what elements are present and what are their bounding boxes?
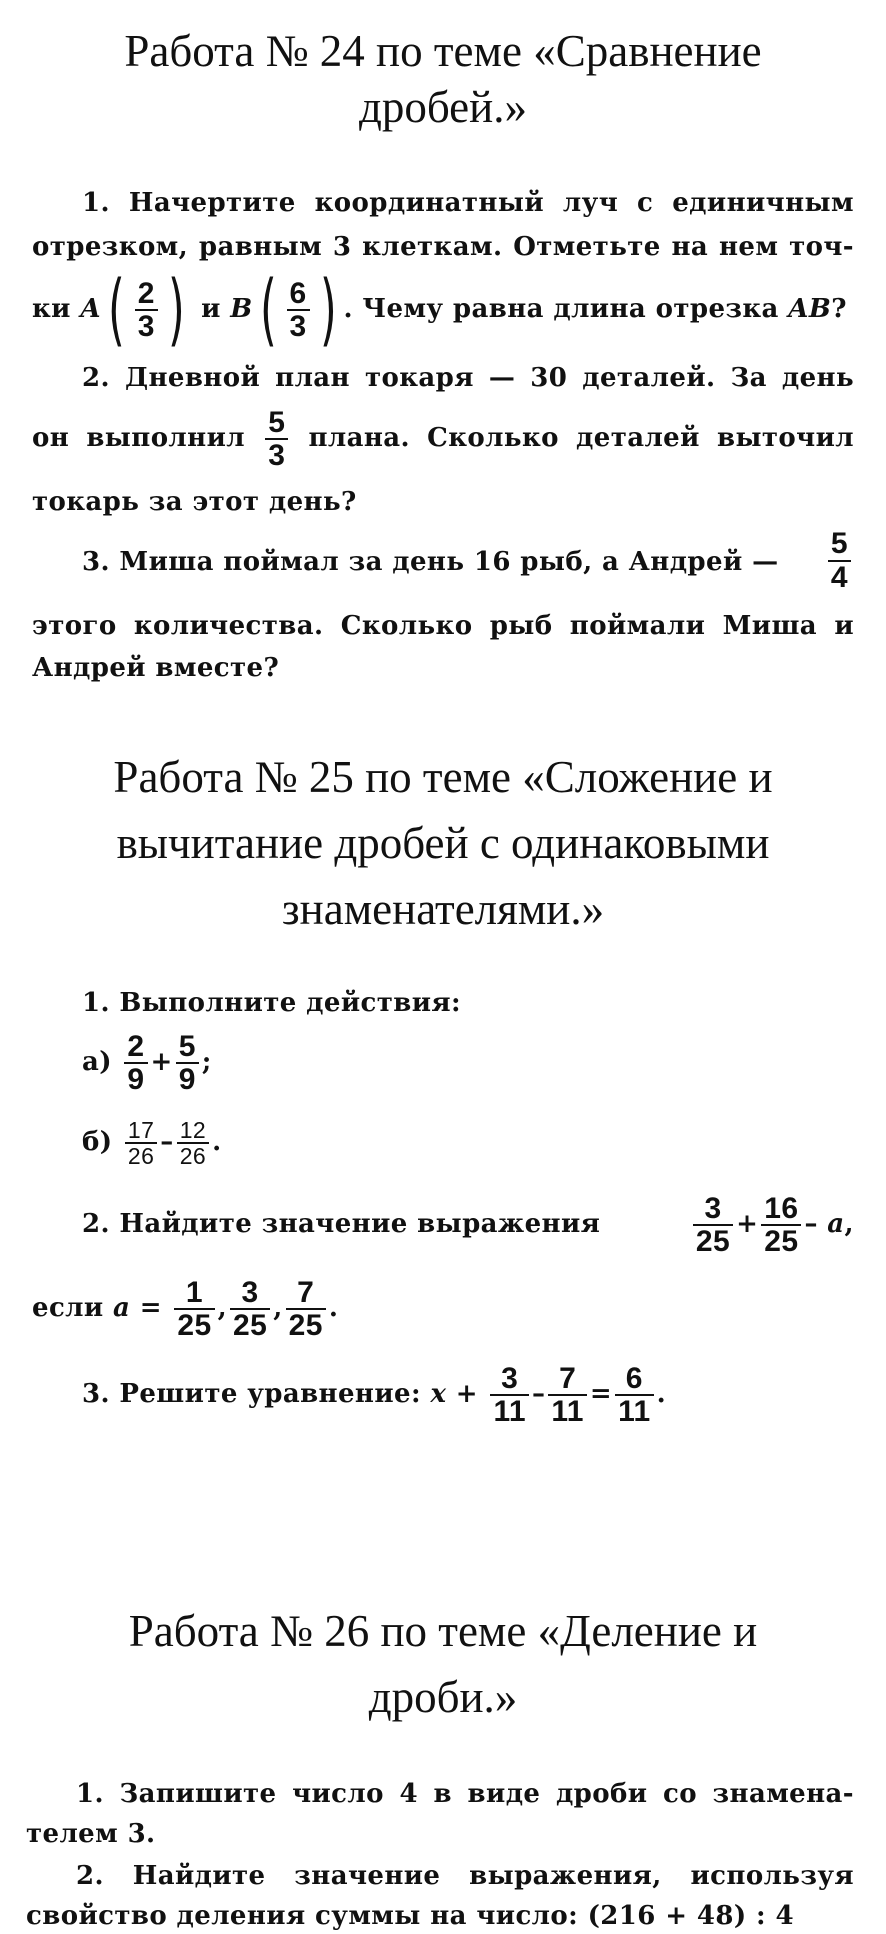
work-26-title-line-1: Работа № 26 по теме «Деление и	[128, 1606, 758, 1656]
text-fragment: он выполнил	[32, 423, 246, 453]
numerator: 5	[176, 1031, 199, 1065]
segment-ab-label: AB	[788, 294, 832, 324]
numerator: 2	[135, 278, 158, 312]
task-2-expression	[690, 1186, 854, 1262]
denominator: 25	[233, 1309, 268, 1342]
numerator: 2	[124, 1031, 147, 1065]
numerator: 3	[693, 1193, 733, 1227]
denominator: 11	[493, 1395, 526, 1428]
fraction-five-thirds	[265, 407, 288, 472]
work-25-title-line-1: Работа № 25 по теме «Сложение и	[113, 752, 773, 802]
numerator: 16	[761, 1193, 801, 1227]
work-24-title-line-2: дробей.»	[358, 82, 527, 132]
operator: +	[455, 1379, 478, 1409]
punctuation: ;	[201, 1047, 212, 1077]
denominator: 3	[137, 310, 155, 343]
numerator: 7	[548, 1363, 587, 1397]
punctuation: .	[328, 1293, 339, 1323]
work-24-task-3-line-3: Андрей вместе?	[32, 653, 280, 683]
variable-x: x	[430, 1379, 447, 1409]
item-label: а)	[82, 1047, 112, 1077]
variable-a: a	[827, 1209, 845, 1239]
numerator: 1	[174, 1277, 214, 1311]
text-fragment: 3. Миша поймал за день 16 рыб, а Андрей —	[82, 547, 779, 577]
numerator: 3	[230, 1277, 270, 1311]
denominator: 3	[268, 439, 286, 472]
operator: +	[150, 1047, 173, 1077]
fraction-two-thirds	[135, 278, 158, 343]
point-a-label: A	[80, 294, 101, 324]
denominator: 11	[618, 1395, 651, 1428]
fraction	[693, 1193, 733, 1258]
left-paren: (	[259, 265, 277, 355]
work-24-task-2-line-3: токарь за этот день?	[32, 487, 357, 517]
work-25-task-1b	[32, 1106, 886, 1178]
operator: –	[160, 1127, 174, 1157]
numerator: 6	[615, 1363, 654, 1397]
fraction	[176, 1031, 199, 1096]
fraction	[177, 1118, 209, 1168]
work-25-task-2-line-1	[32, 1186, 854, 1262]
punctuation: ,	[217, 1293, 228, 1323]
numerator: 17	[125, 1118, 157, 1144]
text-fragment: ки	[32, 294, 71, 324]
numerator: 5	[828, 528, 851, 562]
denominator: 25	[288, 1309, 323, 1342]
text-fragment: 3. Решите уравнение:	[82, 1379, 421, 1409]
operator: =	[139, 1293, 162, 1323]
punctuation: .	[656, 1379, 667, 1409]
work-25-task-2-line-2	[32, 1270, 854, 1346]
work-25-task-3	[32, 1356, 886, 1432]
numerator: 6	[287, 278, 310, 312]
fraction	[286, 1277, 326, 1342]
denominator: 25	[177, 1309, 212, 1342]
right-paren: )	[167, 265, 185, 355]
punctuation: ,	[273, 1293, 283, 1323]
work-26-task-1-line-2: телем 3.	[26, 1819, 156, 1849]
work-26-task-2-line-1: 2. Найдите значение выражения, используя	[76, 1861, 854, 1891]
left-paren: (	[107, 265, 125, 355]
denominator: 3	[289, 310, 307, 343]
fraction	[490, 1363, 529, 1428]
fraction	[124, 1031, 147, 1096]
numerator: 12	[177, 1118, 209, 1144]
denominator: 11	[551, 1395, 584, 1428]
right-paren: )	[319, 265, 337, 355]
fraction	[174, 1277, 214, 1342]
denominator: 25	[695, 1225, 731, 1258]
fraction	[761, 1193, 801, 1258]
text-fragment: и	[201, 294, 221, 324]
work-24-task-1-line-3	[32, 265, 854, 355]
work-25-task-1a	[32, 1024, 886, 1100]
numerator: 7	[286, 1277, 326, 1311]
text-fragment: ?	[831, 294, 847, 324]
denominator: 9	[127, 1063, 145, 1096]
work-24-task-1-line-2: отрезком, равным 3 клеткам. Отметьте на нем точ-	[32, 232, 854, 262]
operator: =	[589, 1379, 613, 1409]
work-26-task-2-line-2: свойство деления суммы на число: (216 + 48) : 4	[26, 1901, 794, 1931]
variable-a: a	[113, 1293, 131, 1323]
punctuation: .	[212, 1127, 222, 1157]
text-fragment: . Чему равна длина отрезка	[343, 294, 779, 324]
work-24-task-1-line-1: 1. Начертите координатный луч с единичным	[82, 188, 854, 218]
point-b-label: B	[230, 294, 253, 324]
denominator: 4	[830, 560, 848, 594]
punctuation: ,	[844, 1209, 854, 1239]
work-24-task-2-line-1: 2. Дневной план токаря — 30 деталей. За день	[82, 363, 854, 393]
work-25-title-line-3: знаменателями.»	[281, 884, 605, 934]
denominator: 26	[127, 1143, 155, 1169]
denominator: 26	[179, 1143, 207, 1169]
work-25-task-1-heading: 1. Выполните действия:	[82, 988, 462, 1018]
fraction-five-fourths	[828, 528, 851, 593]
numerator: 5	[265, 407, 288, 441]
work-24-title-line-1: Работа № 24 по теме «Сравнение	[124, 26, 762, 76]
work-26-title-line-2: дроби.»	[368, 1672, 518, 1722]
fraction	[230, 1277, 270, 1342]
work-24-task-3-line-1	[32, 524, 854, 600]
operator: –	[804, 1209, 818, 1239]
numerator: 3	[490, 1363, 529, 1397]
text-fragment: 2. Найдите значение выражения	[82, 1209, 601, 1239]
fraction-six-thirds	[287, 278, 310, 343]
item-label: б)	[82, 1127, 113, 1157]
work-26-task-1-line-1: 1. Запишите число 4 в виде дроби со знамена-	[76, 1779, 854, 1809]
text-fragment: плана. Сколько деталей выточил	[308, 423, 855, 453]
fraction	[615, 1363, 654, 1428]
denominator: 25	[764, 1225, 799, 1258]
operator: +	[736, 1209, 759, 1239]
work-24-task-3-line-2: этого количества. Сколько рыб поймали Миша и	[32, 611, 854, 641]
denominator: 9	[178, 1063, 196, 1096]
fraction	[548, 1363, 587, 1428]
work-24-task-2-line-2	[32, 400, 854, 476]
operator: –	[531, 1379, 546, 1409]
fraction	[125, 1118, 157, 1168]
text-fragment: если	[32, 1293, 104, 1323]
work-25-title-line-2: вычитание дробей с одинаковыми	[116, 818, 770, 868]
